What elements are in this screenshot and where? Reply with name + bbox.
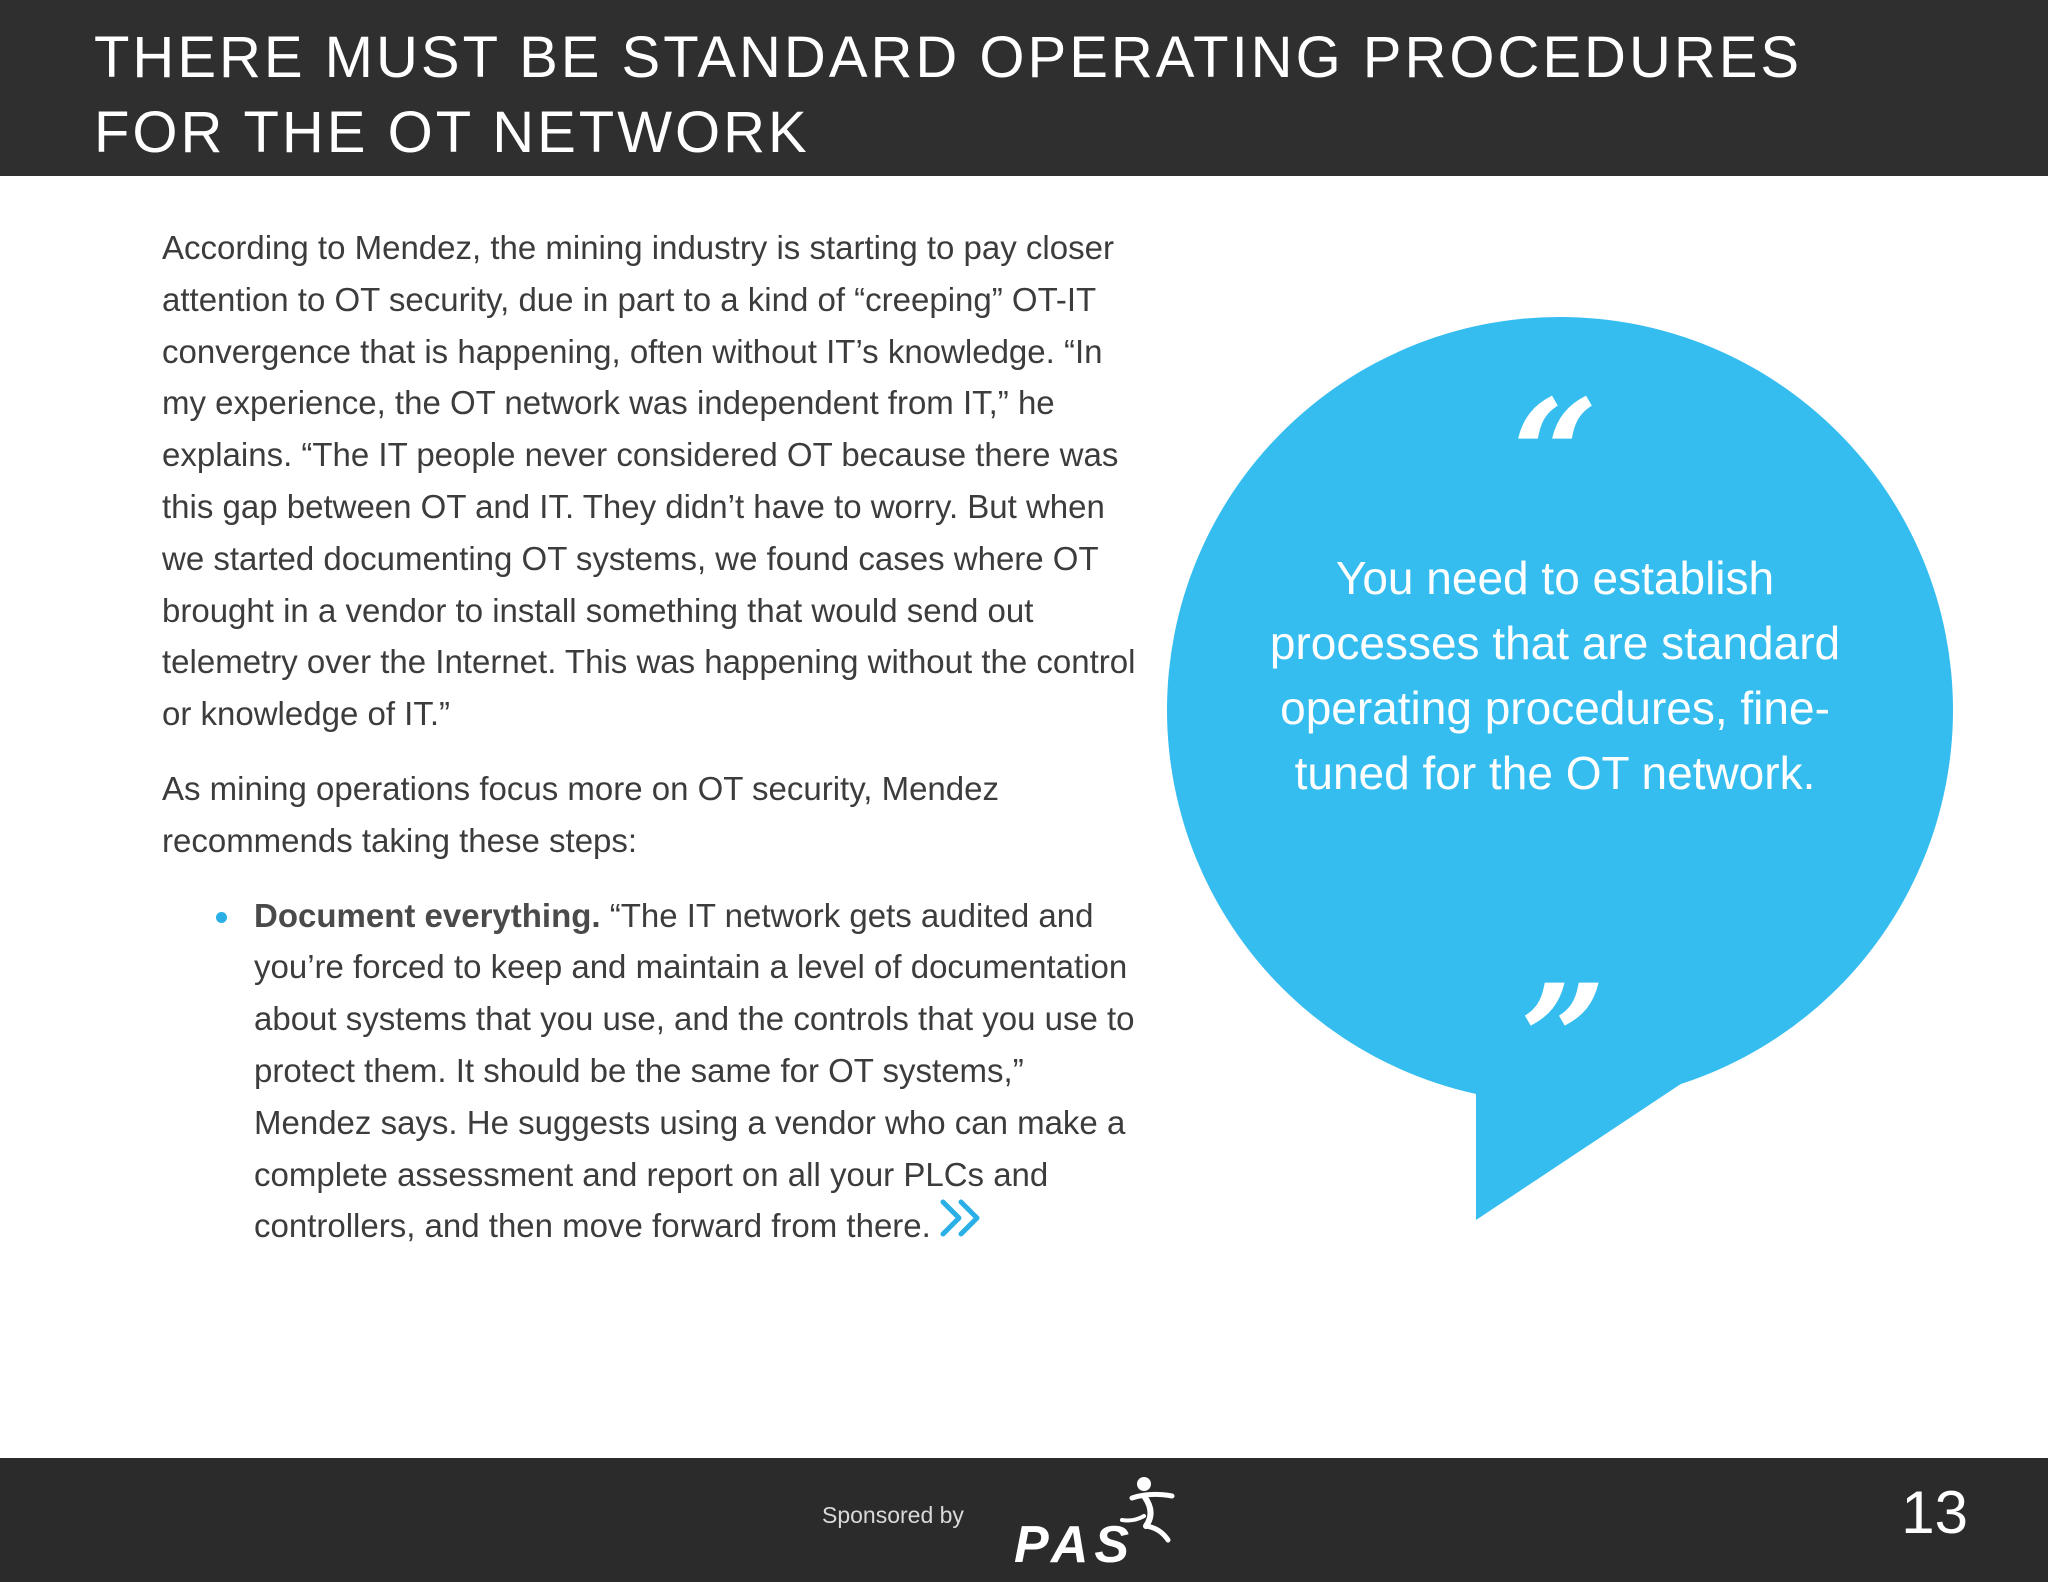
open-quote-icon: “ [1512, 367, 1599, 543]
sponsored-label: Sponsored by [822, 1502, 964, 1528]
bullet-lead: Document everything. [254, 896, 601, 934]
pas-logo[interactable] [1010, 1470, 1190, 1575]
bullet-text: “The IT network gets audited and you’re forced to keep and maintain a level of documentation about systems that you use, and the controls that you use to protect them. It should be the same for OT systems,” Mendez says. He suggests using a vendor who can make a complete assessment and report on all your PLCs and controllers, and then move forward from there. [254, 896, 1135, 1245]
page-number: 13 [1901, 1479, 1968, 1546]
footer-band [0, 1458, 2048, 1582]
pull-quote-text: You need to establish processes that are standard operating procedures, fine-tuned for the OT network. [1269, 552, 1841, 799]
paragraph-intro: According to Mendez, the mining industry is starting to pay closer attention to OT security, due in part to a kind of “creeping” OT-IT convergence that is happening, often without IT’s knowledge. “In my experience, the OT network was independent from IT,” he explains. “The IT people never considered OT because there was this gap between OT and IT. They didn’t have to worry. But when we started documenting OT systems, we found cases where OT brought in a vendor to install something that would send out telemetry over the Internet. This was happening without the control or knowledge of IT.” [162, 229, 1136, 733]
svg-text:PAS: PAS [1014, 1516, 1136, 1570]
page-title: THERE MUST BE STANDARD OPERATING PROCEDURES FOR THE OT NETWORK [94, 25, 1803, 165]
paragraph-steps-intro: As mining operations focus more on OT security, Mendez recommends taking these steps: [162, 769, 999, 859]
close-quote-icon: ” [1520, 952, 1607, 1128]
pas-runner-logo-icon [1010, 1470, 1190, 1570]
